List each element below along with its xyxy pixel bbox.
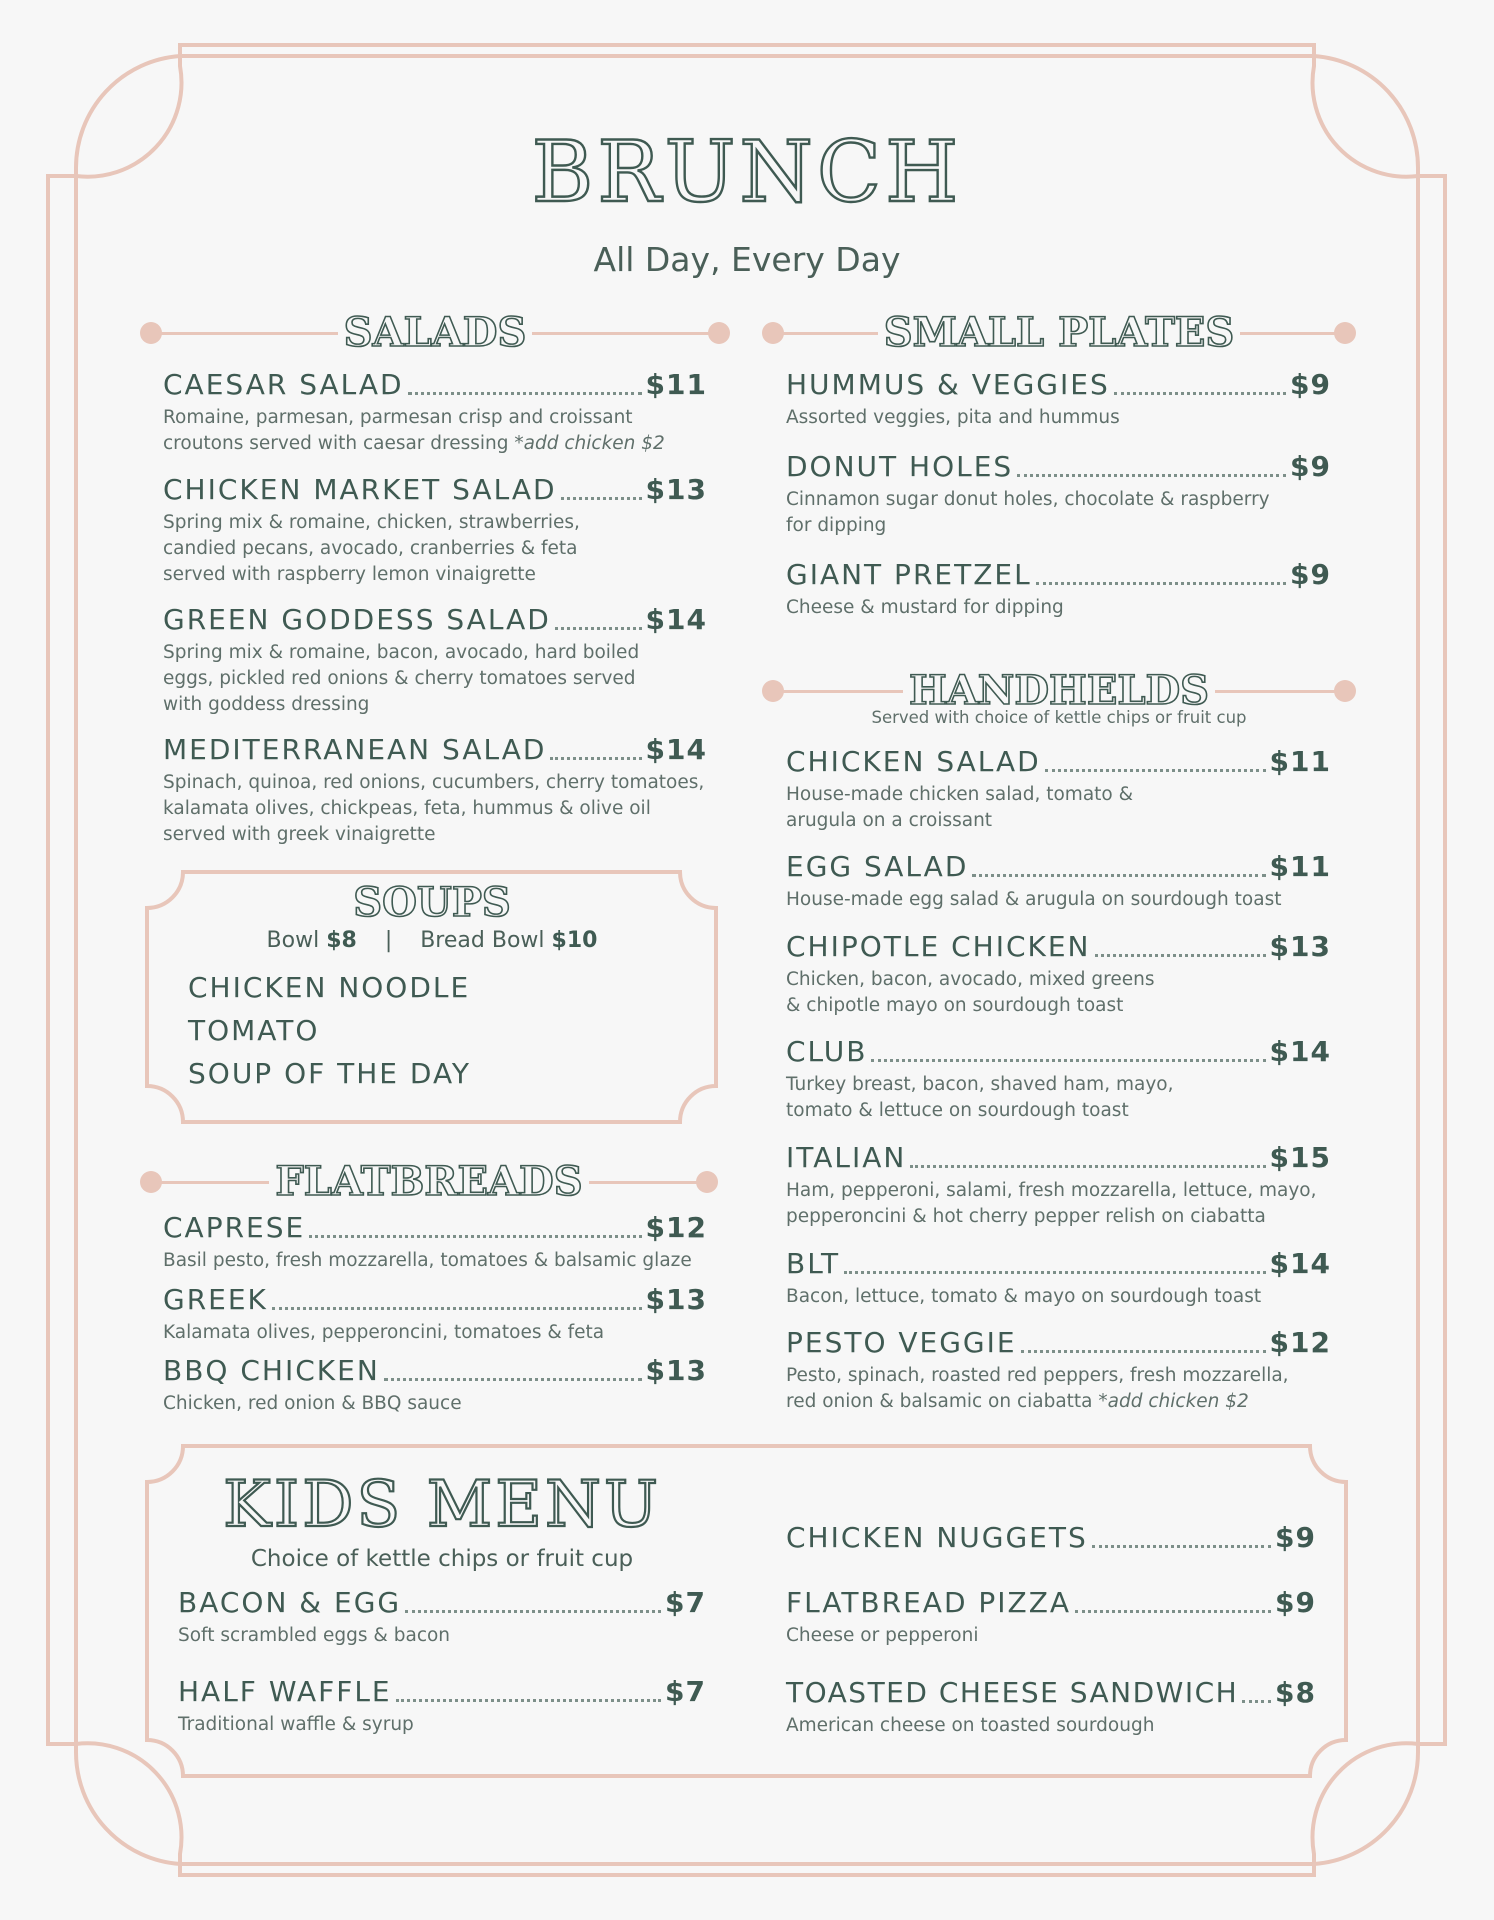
soup-item: TOMATO bbox=[188, 1014, 320, 1047]
item-name: CLUB bbox=[786, 1035, 868, 1068]
item-name: GREEK bbox=[163, 1283, 268, 1316]
item-name: CAESAR SALAD bbox=[163, 368, 404, 401]
item-desc: Romaine, parmesan, parmesan crisp and croissant croutons served with caesar dressing bbox=[163, 407, 633, 454]
item-desc: Pesto, spinach, roasted red peppers, fresh mozzarella, red onion & balsamic on ciabatta bbox=[786, 1365, 1289, 1412]
item-price: $8 bbox=[1275, 1676, 1316, 1709]
kids-menu-heading: KIDS MENU bbox=[223, 1468, 661, 1542]
menu-title: BRUNCH bbox=[531, 123, 963, 221]
item-price: $9 bbox=[1290, 558, 1331, 591]
menu-item bbox=[786, 850, 1331, 913]
item-desc: Bacon, lettuce, tomato & mayo on sourdough toast bbox=[786, 1286, 1262, 1307]
small-plates-heading bbox=[762, 309, 1356, 356]
item-price: $15 bbox=[1269, 1141, 1331, 1174]
item-name: TOASTED CHEESE SANDWICH bbox=[786, 1676, 1239, 1709]
item-desc: Soft scrambled eggs & bacon bbox=[178, 1625, 451, 1646]
menu-item bbox=[163, 368, 707, 457]
item-price: $14 bbox=[645, 733, 707, 766]
salads-heading-label: SALADS bbox=[338, 309, 533, 356]
menu-item bbox=[163, 1283, 707, 1346]
item-desc: American cheese on toasted sourdough bbox=[786, 1715, 1155, 1736]
menu-item bbox=[786, 558, 1331, 621]
item-price: $14 bbox=[1269, 1247, 1331, 1280]
item-price: $12 bbox=[1269, 1326, 1331, 1359]
soups-prices: Bowl $8 | Bread Bowl $10 bbox=[266, 928, 598, 953]
handhelds-note: Served with choice of kettle chips or fruit cup bbox=[871, 708, 1247, 727]
item-price: $7 bbox=[665, 1586, 706, 1619]
item-desc: House-made egg salad & arugula on sourdough toast bbox=[786, 889, 1282, 910]
menu-item bbox=[786, 930, 1331, 1019]
item-name: ITALIAN bbox=[786, 1141, 907, 1174]
item-price: $13 bbox=[1269, 930, 1331, 963]
small-plates-heading-label: SMALL PLATES bbox=[878, 309, 1241, 356]
menu-item bbox=[786, 745, 1331, 834]
menu-item bbox=[786, 1247, 1331, 1310]
item-desc: Kalamata olives, pepperoncini, tomatoes & feta bbox=[163, 1322, 605, 1343]
menu-subtitle: All Day, Every Day bbox=[593, 240, 901, 279]
item-name: CHIPOTLE CHICKEN bbox=[786, 930, 1091, 963]
item-name: BACON & EGG bbox=[178, 1586, 402, 1619]
item-desc: Basil pesto, fresh mozzarella, tomatoes & balsamic glaze bbox=[163, 1250, 692, 1271]
item-name: GREEN GODDESS SALAD bbox=[163, 603, 551, 636]
menu-item bbox=[163, 1354, 707, 1417]
item-price: $7 bbox=[665, 1675, 706, 1708]
menu-item bbox=[786, 450, 1331, 539]
menu-item bbox=[163, 473, 707, 588]
item-name: CHICKEN SALAD bbox=[786, 745, 1041, 778]
menu-item bbox=[163, 603, 707, 718]
kids-menu-subtitle: Choice of kettle chips or fruit cup bbox=[250, 1546, 634, 1572]
item-desc: Spinach, quinoa, red onions, cucumbers, cherry tomatoes, kalamata olives, chickpeas, feta, hummus & olive oil served with greek vinaigrette bbox=[163, 772, 705, 845]
item-desc: Spring mix & romaine, chicken, strawberries, candied pecans, avocado, cranberries & feta served with raspberry lemon vinaigrette bbox=[163, 512, 580, 585]
item-price: $11 bbox=[1269, 850, 1331, 883]
menu-item bbox=[786, 1586, 1316, 1649]
menu-item bbox=[786, 1521, 1316, 1555]
item-name: HALF WAFFLE bbox=[178, 1675, 392, 1708]
flatbreads-heading bbox=[140, 1158, 718, 1205]
item-desc: House-made chicken salad, tomato & arugula on a croissant bbox=[786, 784, 1134, 831]
item-price: $13 bbox=[645, 473, 707, 506]
item-name: CHICKEN NUGGETS bbox=[786, 1521, 1088, 1554]
item-note: *add chicken $2 bbox=[1098, 1391, 1249, 1412]
item-price: $14 bbox=[1269, 1035, 1331, 1068]
item-desc: Chicken, red onion & BBQ sauce bbox=[163, 1393, 462, 1414]
item-price: $9 bbox=[1290, 368, 1331, 401]
item-name: GIANT PRETZEL bbox=[786, 558, 1032, 591]
item-name: MEDITERRANEAN SALAD bbox=[163, 733, 547, 766]
item-price: $11 bbox=[645, 368, 707, 401]
menu-item bbox=[786, 1676, 1316, 1739]
salads-heading bbox=[140, 309, 730, 356]
flatbreads-heading-label: FLATBREADS bbox=[269, 1158, 588, 1205]
item-desc: Cheese or pepperoni bbox=[786, 1625, 979, 1646]
item-name: BBQ CHICKEN bbox=[163, 1354, 380, 1387]
menu-item bbox=[786, 1326, 1331, 1415]
item-name: DONUT HOLES bbox=[786, 450, 1014, 483]
menu-item bbox=[178, 1675, 706, 1738]
item-price: $9 bbox=[1275, 1521, 1316, 1554]
item-name: EGG SALAD bbox=[786, 850, 969, 883]
menu-item bbox=[163, 1211, 707, 1274]
item-name: PESTO VEGGIE bbox=[786, 1326, 1017, 1359]
item-price: $12 bbox=[645, 1211, 707, 1244]
item-price: $11 bbox=[1269, 745, 1331, 778]
menu-item bbox=[786, 1035, 1331, 1124]
item-note: *add chicken $2 bbox=[514, 433, 665, 454]
item-desc: Cheese & mustard for dipping bbox=[786, 597, 1064, 618]
item-price: $13 bbox=[645, 1283, 707, 1316]
item-desc: Spring mix & romaine, bacon, avocado, hard boiled eggs, pickled red onions & cherry tomatoes served with goddess dressing bbox=[163, 642, 640, 715]
item-price: $9 bbox=[1275, 1586, 1316, 1619]
menu-item bbox=[163, 733, 707, 848]
item-desc: Traditional waffle & syrup bbox=[178, 1714, 414, 1735]
item-desc: Chicken, bacon, avocado, mixed greens & chipotle mayo on sourdough toast bbox=[786, 969, 1155, 1016]
menu-item bbox=[786, 1141, 1331, 1230]
item-name: CAPRESE bbox=[163, 1211, 306, 1244]
item-name: HUMMUS & VEGGIES bbox=[786, 368, 1110, 401]
handhelds-heading bbox=[762, 667, 1356, 714]
item-desc: Turkey breast, bacon, shaved ham, mayo, tomato & lettuce on sourdough toast bbox=[786, 1074, 1174, 1121]
item-price: $13 bbox=[645, 1354, 707, 1387]
item-name: FLATBREAD PIZZA bbox=[786, 1586, 1072, 1619]
item-price: $9 bbox=[1290, 450, 1331, 483]
menu-item bbox=[178, 1586, 706, 1649]
item-price: $14 bbox=[645, 603, 707, 636]
item-desc: Cinnamon sugar donut holes, chocolate & raspberry for dipping bbox=[786, 489, 1270, 536]
item-desc: Ham, pepperoni, salami, fresh mozzarella, lettuce, mayo, pepperoncini & hot cherry pepper relish on ciabatta bbox=[786, 1180, 1317, 1227]
handhelds-heading-label: HANDHELDS bbox=[903, 667, 1215, 714]
item-name: CHICKEN MARKET SALAD bbox=[163, 473, 557, 506]
soups-heading: SOUPS bbox=[353, 879, 511, 926]
item-desc: Assorted veggies, pita and hummus bbox=[786, 407, 1120, 428]
soup-item: SOUP OF THE DAY bbox=[188, 1057, 472, 1090]
soup-item: CHICKEN NOODLE bbox=[188, 971, 471, 1004]
item-name: BLT bbox=[786, 1247, 841, 1280]
menu-item bbox=[786, 368, 1331, 431]
